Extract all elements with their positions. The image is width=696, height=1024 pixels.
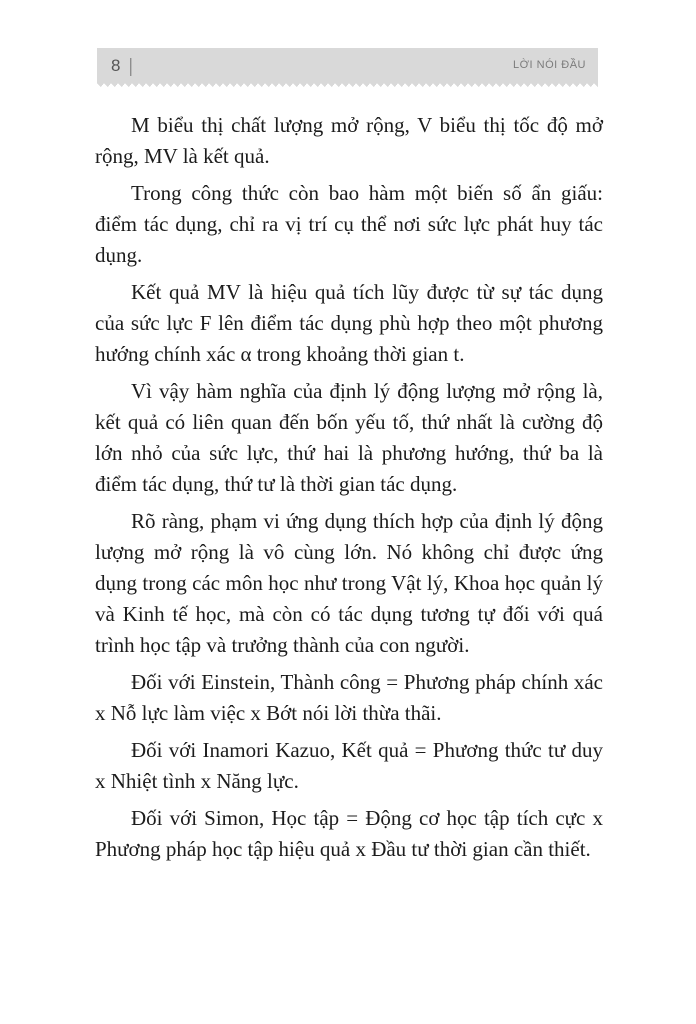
page-number-group	[111, 54, 133, 77]
page-body	[95, 110, 603, 871]
header-divider: |	[128, 54, 133, 77]
paragraph: M biểu thị chất lượng mở rộng, V biểu thị tốc độ mở rộng, MV là kết quả.	[95, 113, 603, 168]
page-header	[97, 48, 598, 83]
zigzag-edge-decoration	[97, 83, 598, 87]
page-number: 8	[111, 56, 121, 75]
paragraph: Rõ ràng, phạm vi ứng dụng thích hợp của định lý động lượng mở rộng là vô cùng lớn. Nó không chỉ được ứng dụng trong các môn học như trong Vật lý, Khoa học quản lý và Kinh tế học, mà còn có tác dụng tương tự đối với quá trình học tập và trưởng thành của con người.	[95, 509, 603, 657]
running-head: LỜI NÓI ĐẦU	[513, 59, 586, 71]
paragraph: Vì vậy hàm nghĩa của định lý động lượng mở rộng là, kết quả có liên quan đến bốn yếu tố, thứ nhất là cường độ lớn nhỏ của sức lực, thứ hai là phương hướng, thứ ba là điểm tác dụng, thứ tư là thời gian tác dụng.	[95, 379, 603, 496]
paragraph: Đối với Simon, Học tập = Động cơ học tập tích cực x Phương pháp học tập hiệu quả x Đầu tư thời gian cần thiết.	[95, 806, 603, 861]
paragraph: Trong công thức còn bao hàm một biến số ẩn giấu: điểm tác dụng, chỉ ra vị trí cụ thể nơi sức lực phát huy tác dụng.	[95, 181, 603, 267]
paragraph: Kết quả MV là hiệu quả tích lũy được từ sự tác dụng của sức lực F lên điểm tác dụng phù hợp theo một phương hướng chính xác α trong khoảng thời gian t.	[95, 280, 603, 366]
paragraph: Đối với Inamori Kazuo, Kết quả = Phương thức tư duy x Nhiệt tình x Năng lực.	[95, 738, 603, 793]
paragraph: Đối với Einstein, Thành công = Phương pháp chính xác x Nỗ lực làm việc x Bớt nói lời thừa thãi.	[95, 670, 603, 725]
